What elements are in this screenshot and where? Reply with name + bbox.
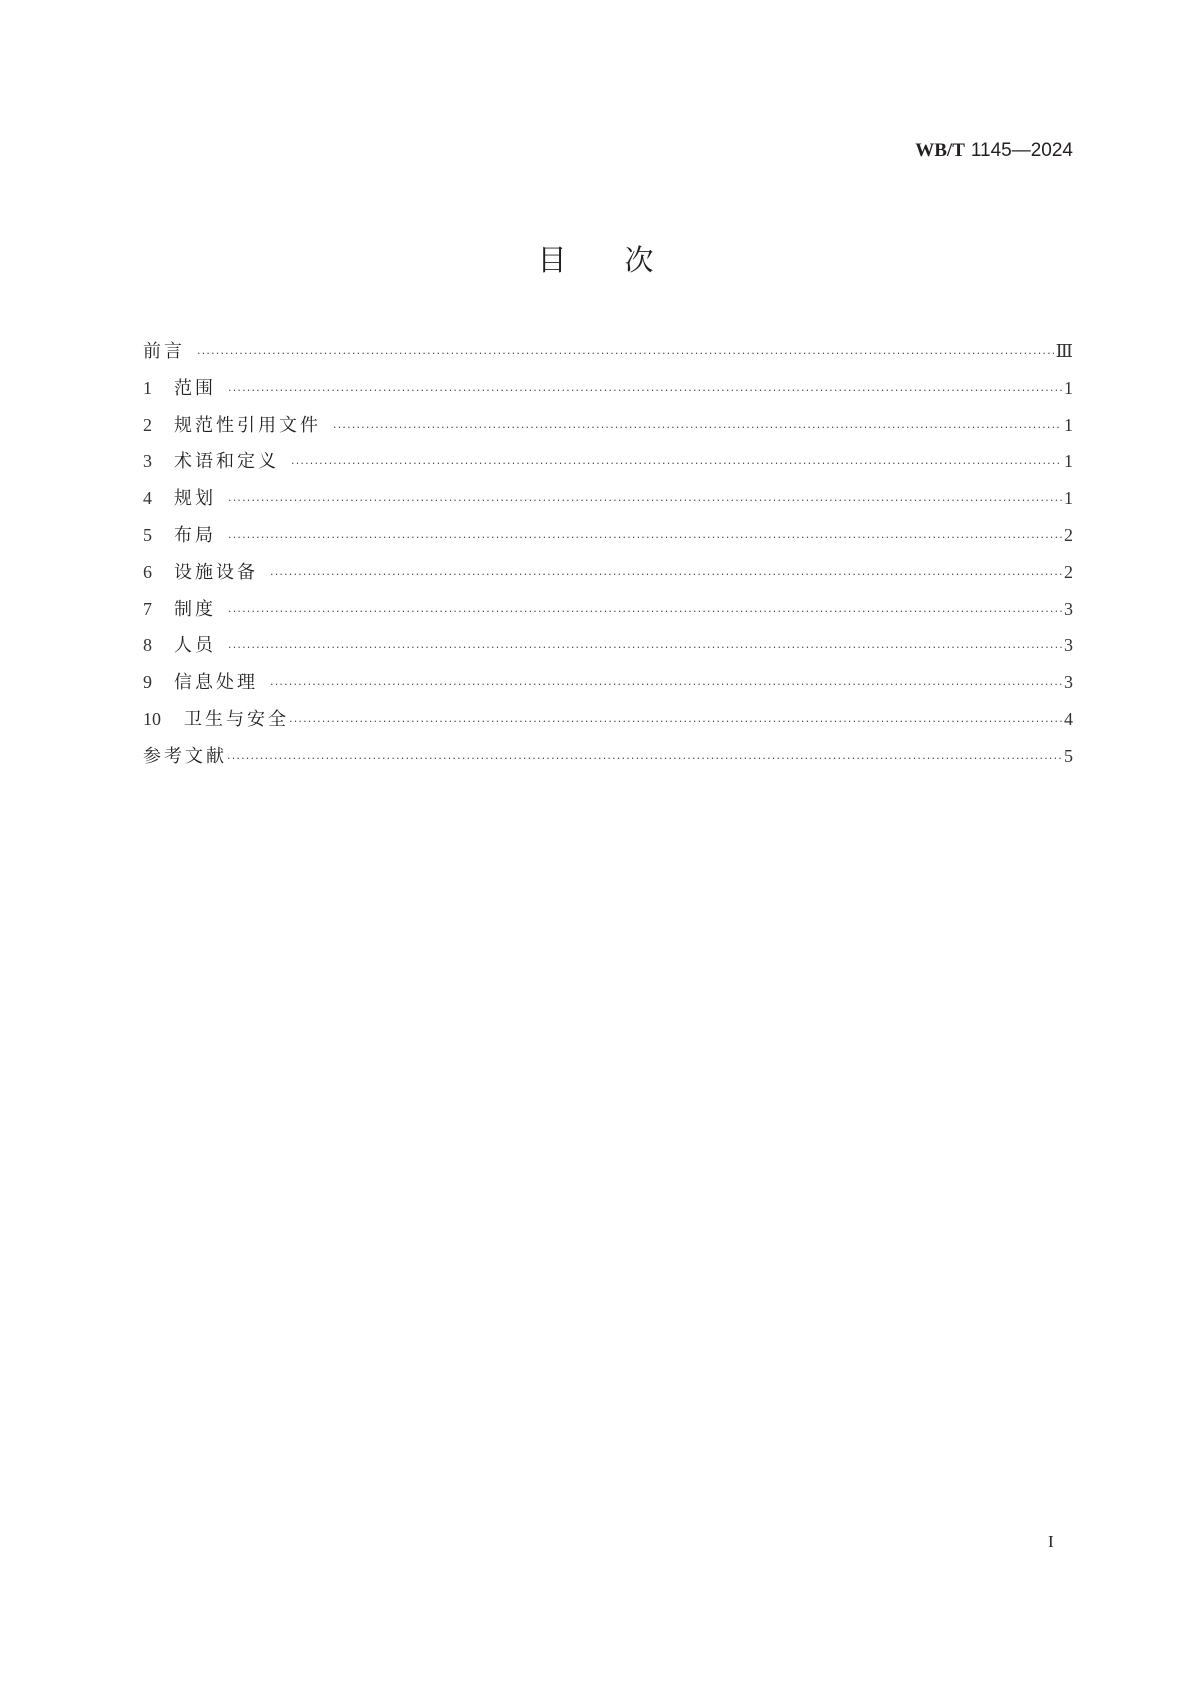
toc-entry-page: 3 [1064,672,1073,693]
toc-entry-normative-references[interactable] [143,413,1073,450]
toc-entry-label-group [143,449,291,474]
toc-entry-label-group [143,376,228,401]
toc-entry-page: Ⅲ [1055,341,1073,361]
toc-entry-page: 3 [1064,598,1073,619]
table-of-contents [143,339,1073,781]
toc-dot-leader [197,342,1054,366]
toc-entry-bibliography[interactable] [143,744,1073,781]
document-code-number: 1145—2024 [970,140,1073,161]
toc-entry-page: 4 [1064,708,1073,729]
toc-entry-label-group [143,340,197,364]
toc-entry-label: 术语和定义 [174,451,279,473]
toc-entry-number: 5 [143,524,152,545]
toc-entry-label: 参考文献 [143,745,227,767]
toc-entry-label: 规划 [174,488,216,510]
toc-entry-label-group [143,523,228,548]
toc-entry-facilities-equipment[interactable] [143,560,1073,597]
toc-entry-number: 3 [143,451,152,472]
toc-entry-scope[interactable] [143,376,1073,413]
toc-entry-label: 信息处理 [174,672,258,694]
toc-entry-page: 1 [1064,377,1073,398]
document-code-prefix: WB/T [915,140,965,161]
toc-entry-page: 5 [1064,745,1073,766]
toc-entry-label-group [143,413,333,438]
toc-entry-page: 3 [1064,635,1073,656]
toc-entry-label: 规范性引用文件 [174,414,321,436]
document-code [915,138,1073,163]
toc-entry-number: 2 [143,414,152,435]
toc-entry-number: 10 [143,708,161,729]
toc-entry-terms-definitions[interactable] [143,449,1073,486]
toc-entry-number: 1 [143,377,152,398]
page-number: I [1048,1532,1054,1551]
toc-entry-label-group [143,745,227,769]
toc-entry-label: 设施设备 [174,561,258,583]
toc-entry-label-group [143,707,289,732]
toc-dot-leader [270,673,1062,697]
toc-entry-page: 2 [1064,524,1073,545]
toc-entry-page: 1 [1064,451,1073,472]
toc-entry-personnel[interactable] [143,633,1073,670]
toc-dot-leader [228,489,1062,513]
toc-dot-leader [289,710,1062,734]
toc-entry-number: 6 [143,561,152,582]
toc-entry-label-group [143,597,228,622]
toc-entry-page: 1 [1064,414,1073,435]
toc-entry-label-group [143,560,270,585]
toc-dot-leader [333,416,1062,440]
toc-entry-number: 8 [143,635,152,656]
toc-dot-leader [270,563,1062,587]
toc-dot-leader [228,379,1062,403]
toc-dot-leader [228,636,1062,660]
toc-dot-leader [227,747,1062,771]
toc-entry-hygiene-safety[interactable] [143,707,1073,744]
toc-dot-leader [228,600,1062,624]
toc-entry-foreword[interactable] [143,339,1073,376]
toc-title: 目次 [537,243,712,277]
toc-entry-label: 卫生与安全 [184,708,289,730]
toc-dot-leader [291,452,1062,476]
toc-entry-label-group [143,633,228,658]
toc-entry-label: 人员 [174,635,216,657]
toc-entry-page: 2 [1064,561,1073,582]
toc-entry-label: 范围 [174,377,216,399]
toc-entry-label-group [143,486,228,511]
toc-entry-label: 前言 [143,341,185,362]
toc-entry-page: 1 [1064,488,1073,509]
toc-entry-planning[interactable] [143,486,1073,523]
toc-entry-number: 4 [143,488,152,509]
toc-entry-number: 9 [143,672,152,693]
toc-entry-regulations[interactable] [143,597,1073,634]
toc-entry-number: 7 [143,598,152,619]
toc-entry-label-group [143,670,270,695]
toc-entry-label: 制度 [174,598,216,620]
toc-entry-label: 布局 [174,524,216,546]
toc-entry-information-processing[interactable] [143,670,1073,707]
toc-dot-leader [228,526,1062,550]
toc-entry-layout[interactable] [143,523,1073,560]
